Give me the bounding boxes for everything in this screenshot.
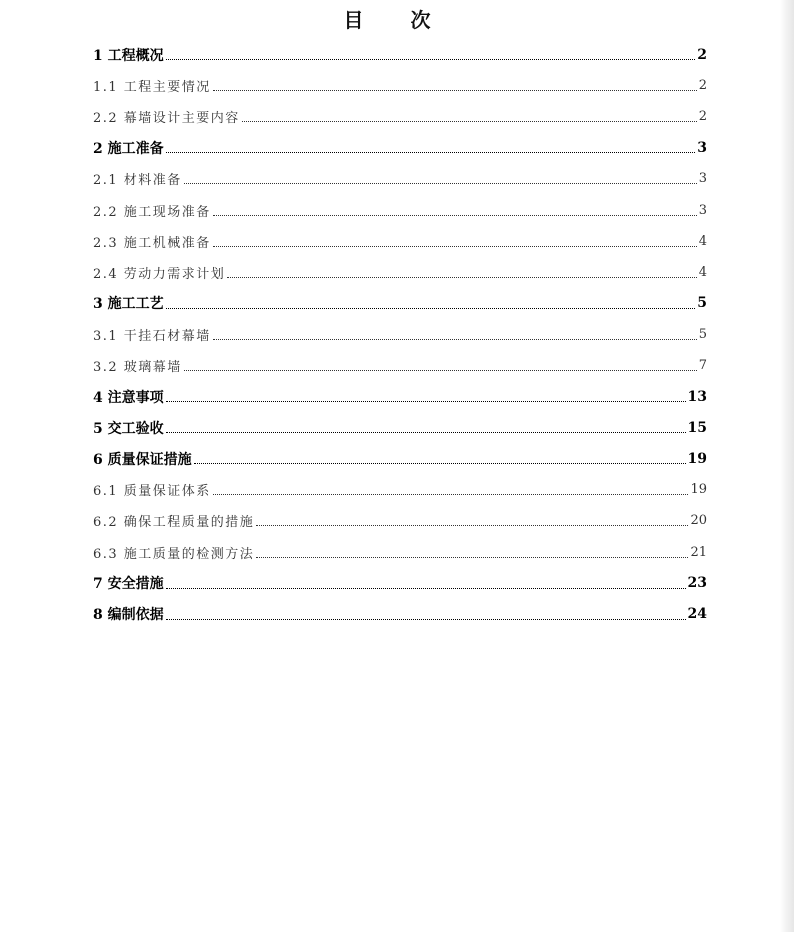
toc-entry[interactable] — [93, 163, 707, 194]
toc-entry[interactable] — [93, 381, 707, 412]
toc-entry[interactable] — [93, 350, 707, 381]
toc-leader-dots — [194, 463, 686, 464]
toc-entry-page: 19 — [690, 482, 707, 498]
toc-entry-page: 23 — [687, 575, 707, 592]
table-of-contents — [93, 39, 707, 630]
toc-entry[interactable] — [93, 537, 707, 568]
toc-leader-dots — [184, 370, 697, 371]
toc-leader-dots — [227, 277, 696, 278]
toc-entry-page: 19 — [687, 450, 707, 467]
toc-leader-dots — [242, 121, 697, 122]
toc-entry-page: 20 — [690, 513, 707, 529]
toc-leader-dots — [166, 401, 686, 402]
toc-entry-label: 4 注意事项 — [93, 389, 164, 406]
toc-entry-label: 6.3 施工质量的检测方法 — [93, 546, 255, 562]
toc-entry-label: 2 施工准备 — [93, 140, 164, 157]
toc-leader-dots — [213, 246, 697, 247]
toc-entry-page: 5 — [697, 295, 707, 312]
toc-entry-page: 3 — [698, 202, 707, 218]
toc-entry[interactable] — [93, 443, 707, 474]
toc-entry-label: 2.3 施工机械准备 — [93, 235, 211, 251]
toc-entry-label: 6.2 确保工程质量的措施 — [93, 515, 255, 531]
toc-entry[interactable] — [93, 568, 707, 599]
toc-entry-page: 24 — [687, 606, 707, 623]
toc-entry-label: 6 质量保证措施 — [93, 451, 192, 468]
toc-entry-page: 2 — [698, 78, 707, 94]
toc-leader-dots — [184, 183, 697, 184]
toc-entry-page: 15 — [687, 419, 707, 436]
toc-entry[interactable] — [93, 226, 707, 257]
toc-entry[interactable] — [93, 412, 707, 443]
toc-entry-page: 2 — [698, 109, 707, 125]
toc-leader-dots — [213, 215, 697, 216]
toc-entry-page: 3 — [698, 171, 707, 187]
toc-entry-page: 2 — [697, 46, 707, 63]
toc-entry-label: 3.2 玻璃幕墙 — [93, 359, 182, 375]
toc-entry-label: 1 工程概况 — [93, 47, 164, 64]
toc-leader-dots — [166, 152, 696, 153]
toc-leader-dots — [166, 59, 696, 60]
toc-entry[interactable] — [93, 70, 707, 101]
toc-entry[interactable] — [93, 132, 707, 163]
toc-entry-label: 2.4 劳动力需求计划 — [93, 266, 226, 282]
toc-leader-dots — [213, 339, 697, 340]
toc-leader-dots — [166, 308, 696, 309]
toc-leader-dots — [256, 557, 688, 558]
toc-entry-label: 7 安全措施 — [93, 576, 164, 593]
toc-entry-page: 3 — [697, 139, 707, 156]
toc-entry[interactable] — [93, 474, 707, 505]
toc-entry-label: 2.2 幕墙设计主要内容 — [93, 111, 240, 127]
toc-entry[interactable] — [93, 505, 707, 536]
toc-entry-label: 2.2 施工现场准备 — [93, 204, 211, 220]
toc-leader-dots — [166, 432, 686, 433]
toc-entry[interactable] — [93, 101, 707, 132]
toc-entry-label: 3.1 干挂石材幕墙 — [93, 328, 211, 344]
toc-entry-label: 6.1 质量保证体系 — [93, 484, 211, 500]
toc-entry-page: 7 — [698, 357, 707, 373]
toc-entry[interactable] — [93, 39, 707, 70]
toc-entry[interactable] — [93, 288, 707, 319]
page-title: 目 次 — [343, 8, 451, 32]
toc-leader-dots — [256, 525, 688, 526]
toc-leader-dots — [213, 494, 689, 495]
toc-entry-label: 8 编制依据 — [93, 607, 164, 624]
toc-entry[interactable] — [93, 319, 707, 350]
toc-entry[interactable] — [93, 194, 707, 225]
toc-entry-page: 21 — [690, 544, 707, 560]
toc-entry-label: 2.1 材料准备 — [93, 173, 182, 189]
page-edge-shadow — [780, 0, 794, 932]
toc-entry-page: 4 — [698, 264, 707, 280]
toc-entry-page: 4 — [698, 233, 707, 249]
toc-leader-dots — [213, 90, 697, 91]
toc-entry-page: 5 — [698, 326, 707, 342]
toc-entry-label: 1.1 工程主要情况 — [93, 80, 211, 96]
toc-entry[interactable] — [93, 257, 707, 288]
toc-entry[interactable] — [93, 599, 707, 630]
toc-leader-dots — [166, 619, 686, 620]
toc-leader-dots — [166, 588, 686, 589]
toc-entry-page: 13 — [687, 388, 707, 405]
toc-entry-label: 3 施工工艺 — [93, 296, 164, 313]
toc-entry-label: 5 交工验收 — [93, 420, 164, 437]
